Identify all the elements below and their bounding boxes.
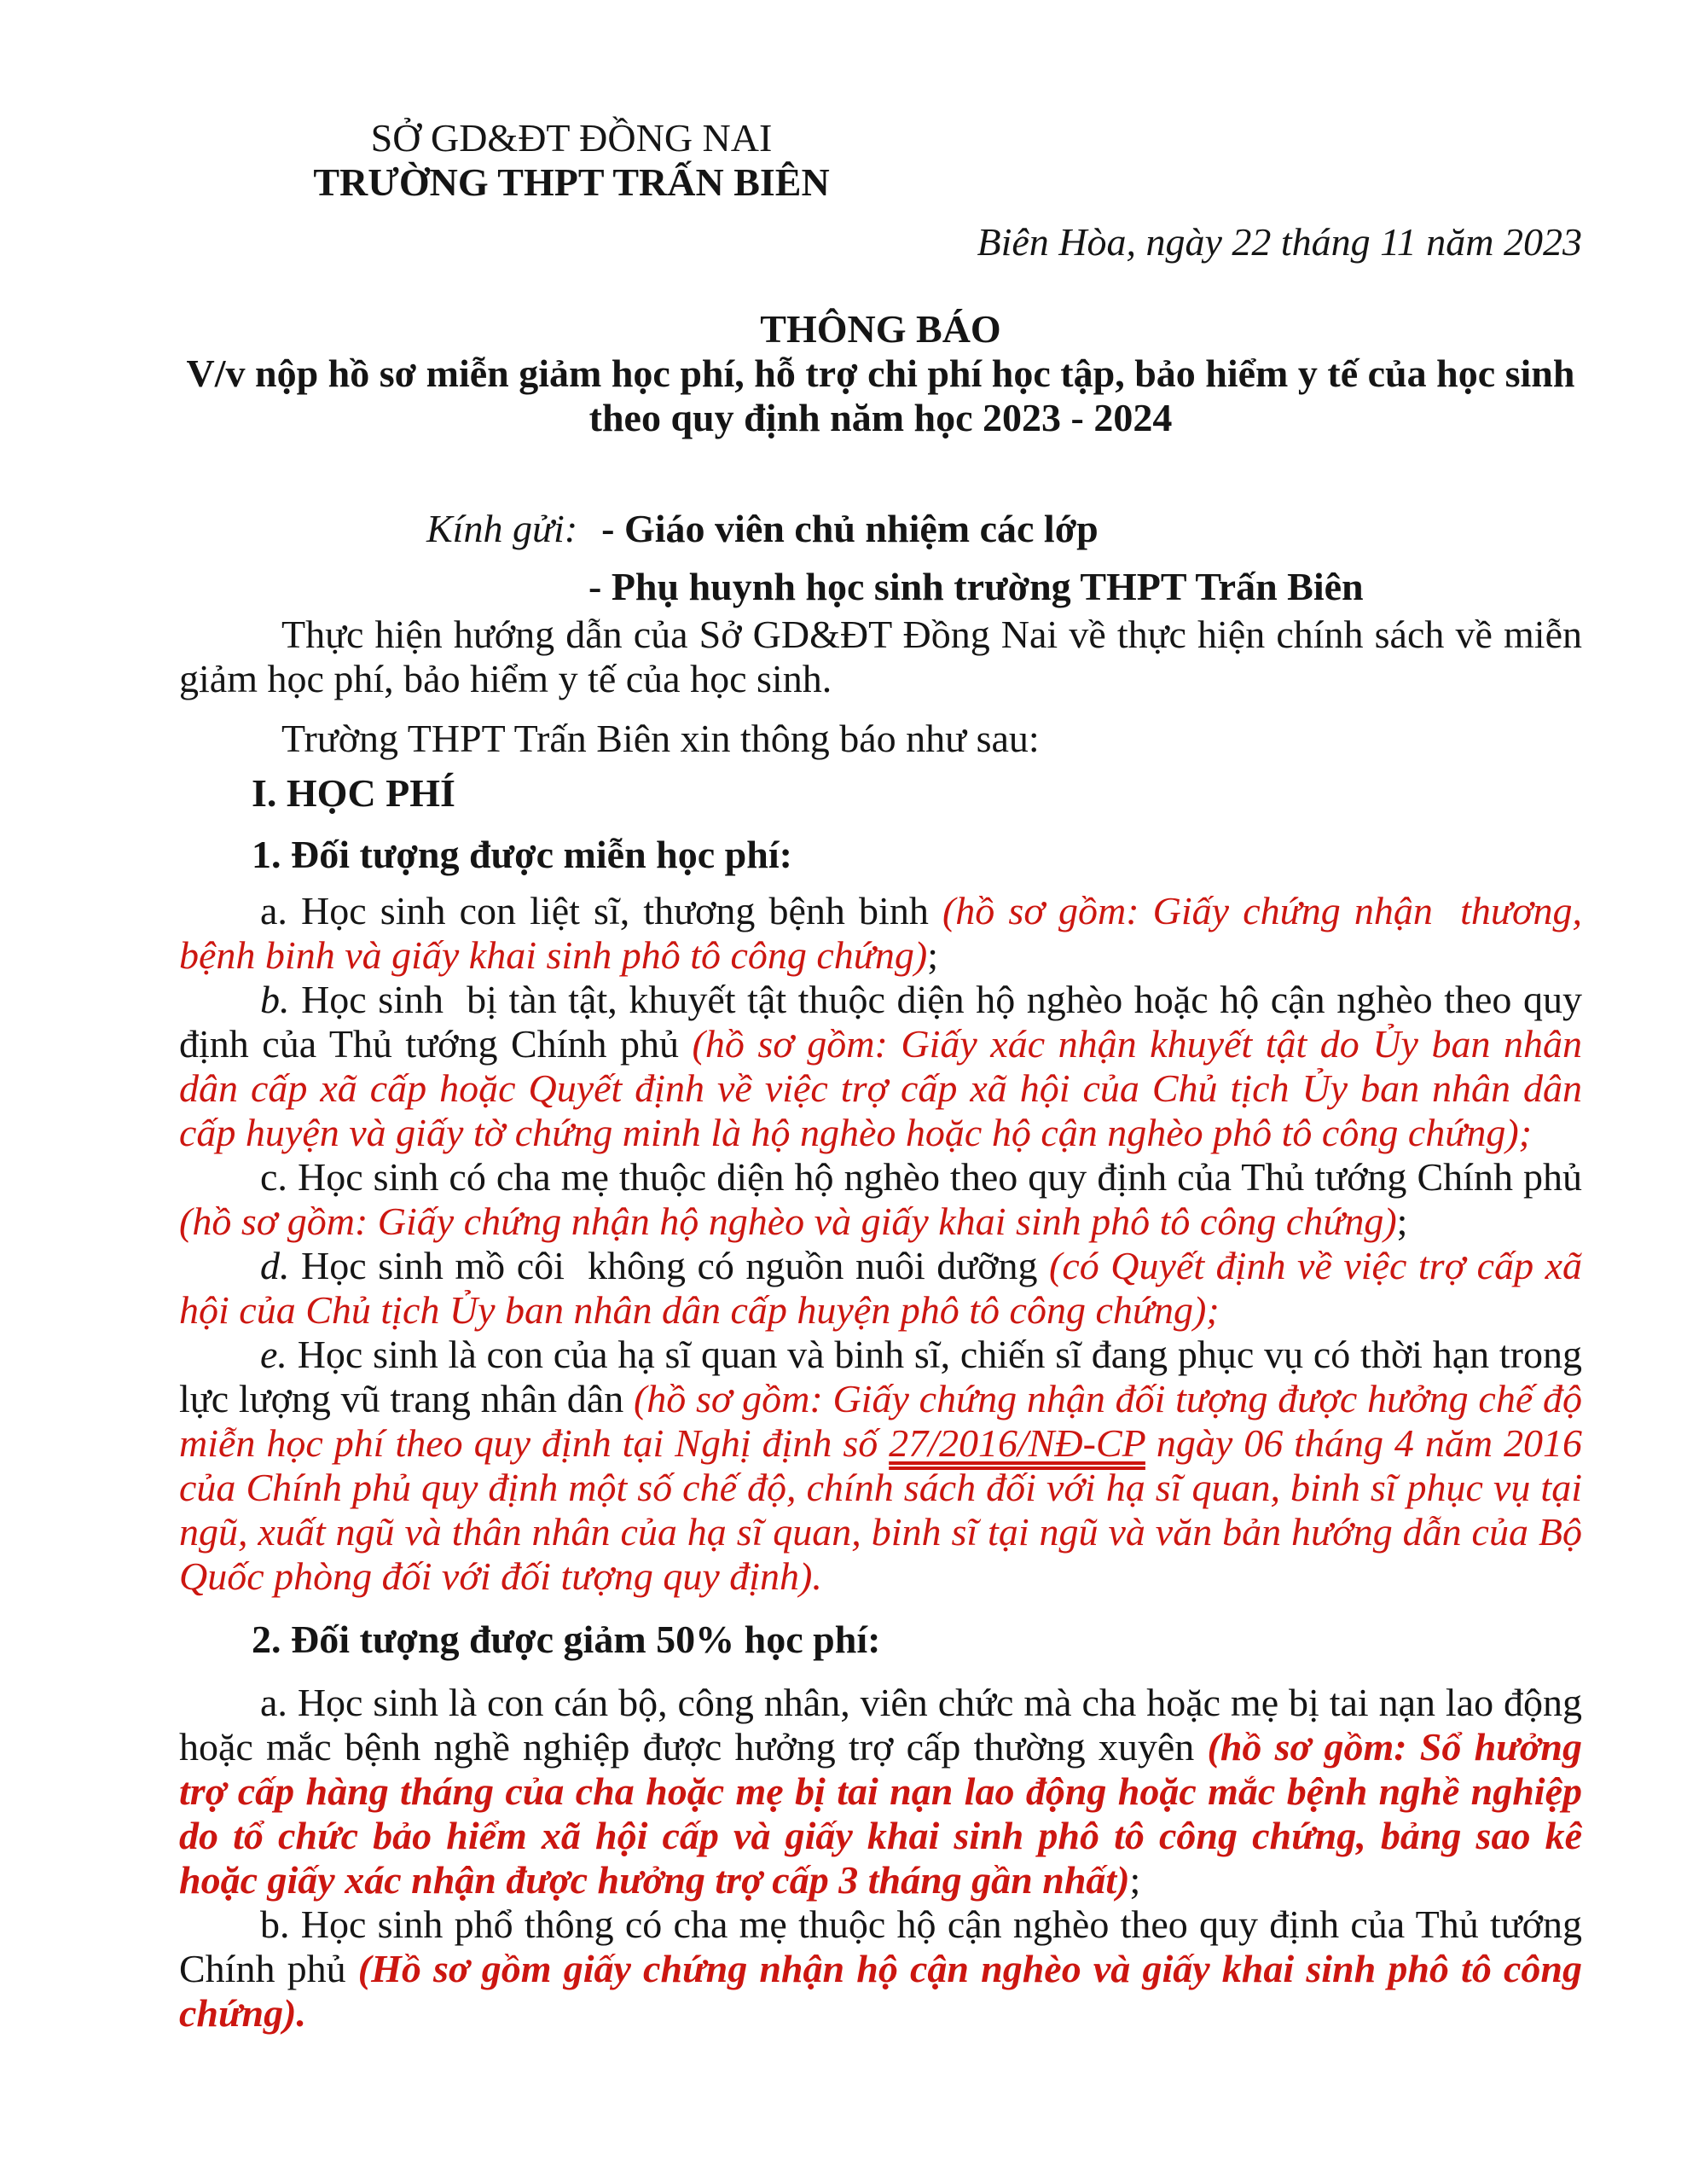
org-name-line: TRƯỜNG THPT TRẤN BIÊN <box>313 160 830 204</box>
item-lead: b. <box>260 1902 290 1946</box>
item-note: (có Quyết định về việc trợ cấp xã hội của Chủ tịch Ủy ban nhân dân cấp huyện phô tô công chứng); <box>179 1244 1583 1332</box>
item-body: Học sinh mồ côi không có nguồn nuôi dưỡng <box>289 1244 1050 1287</box>
item-note: (hồ sơ gồm: Giấy chứng nhận hộ nghèo và giấy khai sinh phô tô công chứng) <box>179 1199 1397 1243</box>
list-item-1a <box>179 889 1582 978</box>
subsection-heading-mien-hoc-phi: 1. Đối tượng được miễn học phí: <box>252 833 792 876</box>
decree-reference: 27/2016/NĐ-CP <box>889 1421 1145 1465</box>
recipient-1: - Giáo viên chủ nhiệm các lớp <box>601 507 1099 550</box>
list-item-2b <box>179 1902 1582 2036</box>
list-item-1d <box>179 1244 1582 1333</box>
notice-heading: THÔNG BÁO <box>760 307 1001 351</box>
item-lead: a. <box>260 1681 287 1724</box>
item-body: Học sinh có cha mẹ thuộc diện hộ nghèo theo quy định của Thủ tướng Chính phủ <box>287 1155 1582 1199</box>
item-tail: ; <box>1396 1199 1408 1243</box>
item-body: Học sinh con liệt sĩ, thương bệnh binh <box>287 889 942 932</box>
org-parent-line: SỞ GD&ĐT ĐỒNG NAI <box>370 116 773 160</box>
item-note: (hồ sơ gồm: Giấy xác nhận khuyết tật do Ủy ban nhân dân cấp xã cấp hoặc Quyết định về việc trợ cấp xã hội của Chủ tịch Ủy ban nhân dân cấp huyện và giấy tờ chứng minh là hộ nghèo hoặc hộ cận nghèo phô tô công chứng); <box>179 1022 1582 1154</box>
item-body: Học sinh bị tàn tật, khuyết tật thuộc diện hộ nghèo hoặc hộ cận nghèo theo quy định của Thủ tướng Chính phủ <box>179 978 1582 1066</box>
list-item-1c <box>179 1155 1582 1244</box>
list-item-1e <box>179 1333 1582 1599</box>
item-body: Học sinh phổ thông có cha mẹ thuộc hộ cận nghèo theo quy định của Thủ tướng Chính phủ <box>179 1902 1582 1990</box>
item-lead: a. <box>260 889 287 932</box>
item-note: (hồ sơ gồm: Sổ hưởng trợ cấp hàng tháng của cha hoặc mẹ bị tai nạn lao động hoặc mắc bệnh nghề nghiệp do tổ chức bảo hiểm xã hội cấp và giấy khai sinh phô tô công chứng, bảng sao kê hoặc giấy xác nhận được hưởng trợ cấp 3 tháng gần nhất) <box>179 1725 1582 1902</box>
salutation-line-2 <box>179 565 1582 609</box>
item-lead: c. <box>260 1155 287 1199</box>
item-lead: e. <box>260 1333 287 1376</box>
subsection-heading-giam-50: 2. Đối tượng được giảm 50% học phí: <box>252 1618 881 1661</box>
item-tail: ; <box>927 933 938 977</box>
subject-line-2: theo quy định năm học 2023 - 2024 <box>588 396 1173 439</box>
list-item-2a <box>179 1681 1582 1902</box>
notice-title-block <box>179 307 1582 440</box>
item-note: (Hồ sơ gồm giấy chứng nhận hộ cận nghèo và giấy khai sinh phô tô công chứng). <box>179 1947 1582 2035</box>
item-lead: d. <box>260 1244 290 1287</box>
item-note-post: ngày 06 tháng 4 năm 2016 của Chính phủ quy định một số chế độ, chính sách đối với hạ sĩ quan, binh sĩ phục vụ tại ngũ, xuất ngũ và thân nhân của hạ sĩ quan, binh sĩ tại ngũ và văn bản hướng dẫn của Bộ Quốc phòng đối với đối tượng quy định). <box>179 1421 1582 1598</box>
salutation-line-1 <box>179 507 1582 551</box>
item-note: (hồ sơ gồm: Giấy chứng nhận thương, bệnh binh và giấy khai sinh phô tô công chứng) <box>179 889 1582 977</box>
item-body: Học sinh là con cán bộ, công nhân, viên chức mà cha hoặc mẹ bị tai nạn lao động hoặc mắc bệnh nghề nghiệp được hưởng trợ cấp thường xuyên <box>179 1681 1582 1769</box>
item-note-pre: (hồ sơ gồm: Giấy chứng nhận đối tượng được hưởng chế độ miễn học phí theo quy định tại Nghị định số <box>179 1377 1582 1465</box>
salutation-label: Kính gửi: <box>426 507 578 550</box>
subject-line-1: V/v nộp hồ sơ miễn giảm học phí, hỗ trợ chi phí học tập, bảo hiểm y tế của học sinh <box>186 351 1575 395</box>
list-item-1b <box>179 978 1582 1155</box>
recipient-2: - Phụ huynh học sinh trường THPT Trấn Biên <box>588 565 1364 608</box>
section-heading-hoc-phi: I. HỌC PHÍ <box>252 771 455 815</box>
item-tail: ; <box>1129 1858 1141 1902</box>
org-header-block <box>179 116 964 205</box>
dateline: Biên Hòa, ngày 22 tháng 11 năm 2023 <box>977 220 1582 264</box>
announce-paragraph: Trường THPT Trấn Biên xin thông báo như sau: <box>281 717 1040 760</box>
intro-paragraph: Thực hiện hướng dẫn của Sở GD&ĐT Đồng Nai về thực hiện chính sách về miễn giảm học phí, bảo hiểm y tế của học sinh. <box>179 613 1582 700</box>
item-lead: b. <box>260 978 290 1021</box>
item-body: Học sinh là con của hạ sĩ quan và binh sĩ, chiến sĩ đang phục vụ có thời hạn trong lực lượng vũ trang nhân dân <box>179 1333 1582 1420</box>
